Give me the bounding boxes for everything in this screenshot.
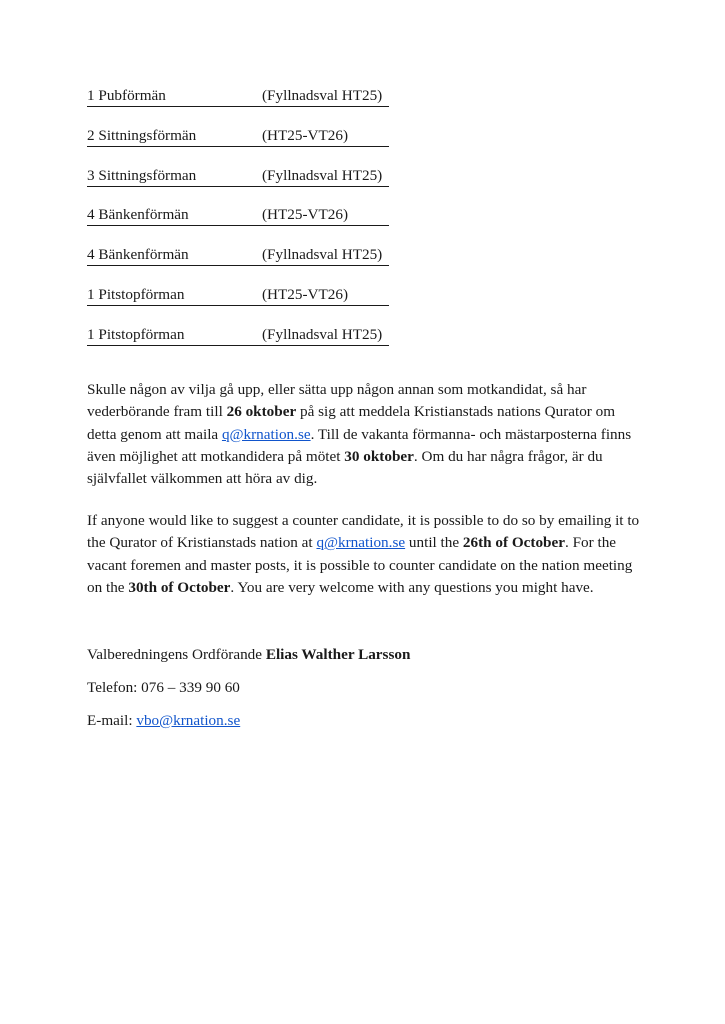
email-line [87,710,240,732]
position-term: (HT25-VT26) [262,126,349,144]
position-term: (Fyllnadsval HT25) [262,325,383,343]
position-role: 4 Bänkenförmän [87,206,189,224]
swedish-meeting-date: 30 oktober [344,447,414,465]
position-role: 1 Pubförmän [87,87,166,104]
position-row [87,325,389,346]
english-deadline: 26th of October [462,534,565,552]
position-role: 2 Sittningsförmän [87,126,197,144]
position-role: 1 Pitstopförman [87,285,185,303]
chair-label: Valberedningens Ordförande [87,646,266,663]
position-role: 1 Pitstopförman [87,325,185,343]
position-row [87,285,389,306]
position-row [87,205,389,226]
swedish-paragraph [87,379,647,490]
position-term: (Fyllnadsval HT25) [262,87,383,104]
qurator-email-link[interactable]: q@krnation.se [221,425,311,443]
chair-name: Elias Walther Larsson [265,646,411,663]
chair-line [87,644,410,666]
position-term: (Fyllnadsval HT25) [262,166,383,184]
english-text-4: . You are very welcome with any questions you might have. [230,578,594,596]
position-list [87,86,389,365]
vbo-email-link[interactable]: vbo@krnation.se [136,712,241,729]
position-term: (HT25-VT26) [262,206,349,224]
english-text-3: . For the vacant foremen and master posts, it is possible to counter candidate on the nation meeting on the [87,534,633,596]
qurator-email-link-en[interactable]: q@krnation.se [316,534,406,552]
position-term: (Fyllnadsval HT25) [262,246,383,264]
swedish-deadline: 26 oktober [226,403,297,421]
position-row [87,86,389,107]
position-row [87,245,389,266]
swedish-text-1: Skulle någon av vilja gå upp, eller sätta upp någon annan som motkandidat, så har vederbörande fram till [87,381,587,421]
position-row [87,166,389,187]
swedish-text-3: . Till de vakanta förmanna- och mästarposterna finns även möjlighet att motkandidera på mötet [87,425,632,465]
position-role: 4 Bänkenförmän [87,246,189,264]
english-text-1: If anyone would like to suggest a counter candidate, it is possible to do so by emailing it to the Qurator of Kristianstads nation at [87,512,640,552]
english-text-2: until the [405,534,463,552]
english-paragraph [87,510,647,599]
swedish-text-4: . Om du har några frågor, är du självfallet välkommen att höra av dig. [87,447,603,488]
english-meeting-date: 30th of October [128,578,231,596]
position-row [87,126,389,147]
position-role: 3 Sittningsförman [87,166,197,184]
phone-line: Telefon: 076 – 339 90 60 [87,679,240,696]
position-term: (HT25-VT26) [262,285,349,303]
swedish-text-2: på sig att meddela Kristianstads nations Qurator om detta genom att maila [87,403,616,443]
email-label: E-mail: [87,712,137,729]
